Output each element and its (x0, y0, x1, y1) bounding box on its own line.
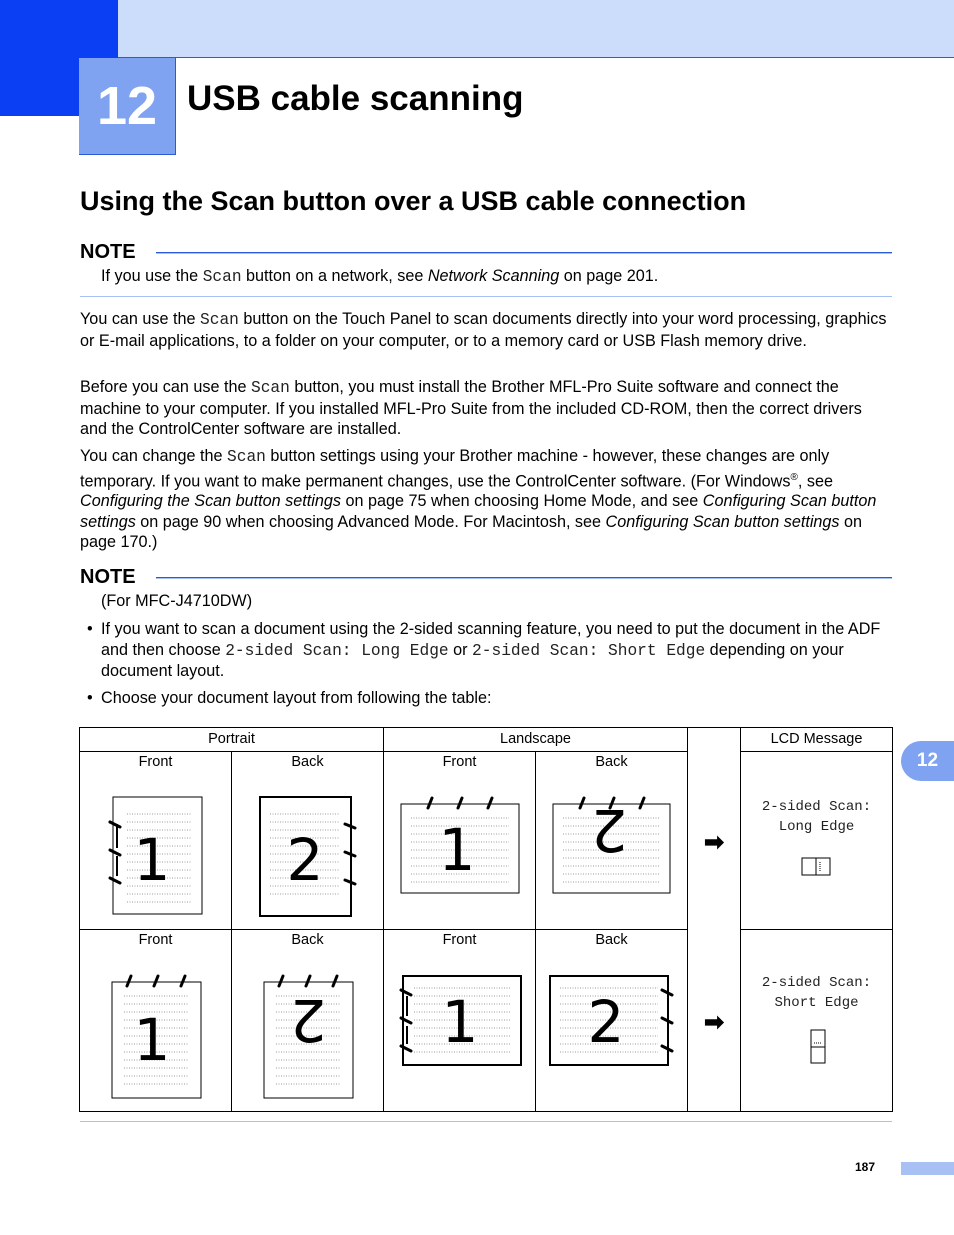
page-number-tab (901, 1162, 954, 1175)
page-front-portrait-short-icon (80, 930, 232, 1112)
note-heading: NOTE (80, 566, 136, 588)
scan-button-name: Scan (200, 311, 239, 329)
list-item: • Choose your document layout from following the table: (87, 689, 492, 707)
header-landscape: Landscape (384, 728, 688, 752)
page-front-landscape-long-icon (384, 752, 536, 930)
note-rule (156, 252, 892, 254)
lcd-option: 2-sided Scan: Short Edge (472, 641, 706, 660)
lcd-option: 2-sided Scan: Long Edge (225, 641, 449, 660)
chapter-side-tab: 12 (901, 741, 954, 781)
lcd-message-short-edge: 2-sided Scan: Short Edge (741, 930, 893, 1112)
cell-portrait-front: Front 1 (80, 752, 232, 930)
short-edge-flip-icon (741, 930, 893, 1112)
svg-text:2: 2 (289, 986, 327, 1054)
long-edge-flip-icon (741, 752, 893, 930)
header-band (0, 0, 954, 58)
page-back-portrait-long-icon (232, 752, 384, 930)
cell-portrait-back: Back 2 (232, 930, 384, 1112)
svg-text:1: 1 (438, 816, 476, 884)
scan-button-name: Scan (250, 379, 290, 397)
svg-text:1: 1 (441, 988, 479, 1056)
section-title: Using the Scan button over a USB cable connection (80, 186, 747, 216)
svg-text:2: 2 (587, 988, 625, 1056)
page-back-landscape-short-icon (536, 930, 688, 1112)
paragraph-intro: You can use the Scan button on the Touch Panel to scan documents directly into your word processing, graphics or E-mail applications, to a folder on your computer, or to a memory card or USB Flash memory drive. (80, 310, 887, 350)
xref-link[interactable]: Network Scanning (427, 267, 560, 285)
xref-link[interactable]: Configuring the Scan button settings (80, 492, 341, 511)
header-portrait: Portrait (80, 728, 384, 752)
paragraph-install: Before you can use the Scan button, you must install the Brother MFL-Pro Suite software and connect the machine to your computer. If you installed MFL-Pro Suite from the included CD-ROM, then the correct drivers and the ControlCenter software are installed. (80, 378, 862, 438)
note-text: If you use the Scan button on a network, see Network Scanning on page 201. (101, 267, 659, 286)
cell-portrait-front: Front 1 (80, 930, 232, 1112)
svg-text:2: 2 (286, 826, 324, 894)
table-end-rule (80, 1121, 892, 1122)
xref-link[interactable]: Configuring Scan button settings (605, 512, 840, 531)
scan-button-name: Scan (202, 268, 242, 286)
note-heading: NOTE (80, 241, 136, 263)
chapter-number: 12 (79, 58, 176, 155)
list-item: • If you want to scan a document using the 2-sided scanning feature, you need to put the document in the ADF and then choose 2-sided Scan: Long Edge or 2-sided Scan: Short Edge depending on your document layout. (87, 620, 881, 680)
header-rule (118, 57, 954, 58)
cell-landscape-back: Back 2 (536, 930, 688, 1112)
cell-landscape-front: Front 1 (384, 752, 536, 930)
svg-text:1: 1 (133, 1006, 171, 1074)
arrow-right-icon: ➡ (703, 829, 725, 856)
svg-text:2: 2 (590, 796, 628, 864)
lcd-message-long-edge: 2-sided Scan: Long Edge (741, 752, 893, 930)
arrow-right-icon: ➡ (703, 1009, 725, 1036)
page-back-landscape-long-icon (536, 752, 688, 930)
xref-link[interactable]: Configuring Scan button settings (80, 492, 877, 531)
page-front-landscape-short-icon (384, 930, 536, 1112)
layout-table (79, 727, 893, 1112)
cell-landscape-back: Back 2 (536, 752, 688, 930)
chapter-title: USB cable scanning (187, 79, 524, 118)
header-lcd-message: LCD Message (741, 728, 893, 752)
cell-landscape-front: Front 1 (384, 930, 536, 1112)
svg-text:1: 1 (133, 826, 171, 894)
page-back-portrait-short-icon (232, 930, 384, 1112)
paragraph-settings: You can change the Scan button settings using your Brother machine - however, these changes are only temporary. If you want to make permanent changes, use the ControlCenter software. (For Windows®, see Configuring the Scan button settings on page 75 when choosing Home Mode, and see Configuring Scan button settings on page 90 when choosing Advanced Mode. For Macintosh, see Configuring Scan button settings on page 170.) (80, 447, 877, 552)
scan-button-name: Scan (227, 448, 266, 466)
arrow-column (688, 728, 741, 1112)
note-rule (156, 577, 892, 579)
note-end-rule (80, 296, 892, 297)
page-front-portrait-long-icon (80, 752, 232, 930)
note-model: (For MFC-J4710DW) (101, 592, 253, 610)
page-number: 187 (855, 1160, 876, 1174)
cell-portrait-back: Back 2 (232, 752, 384, 930)
